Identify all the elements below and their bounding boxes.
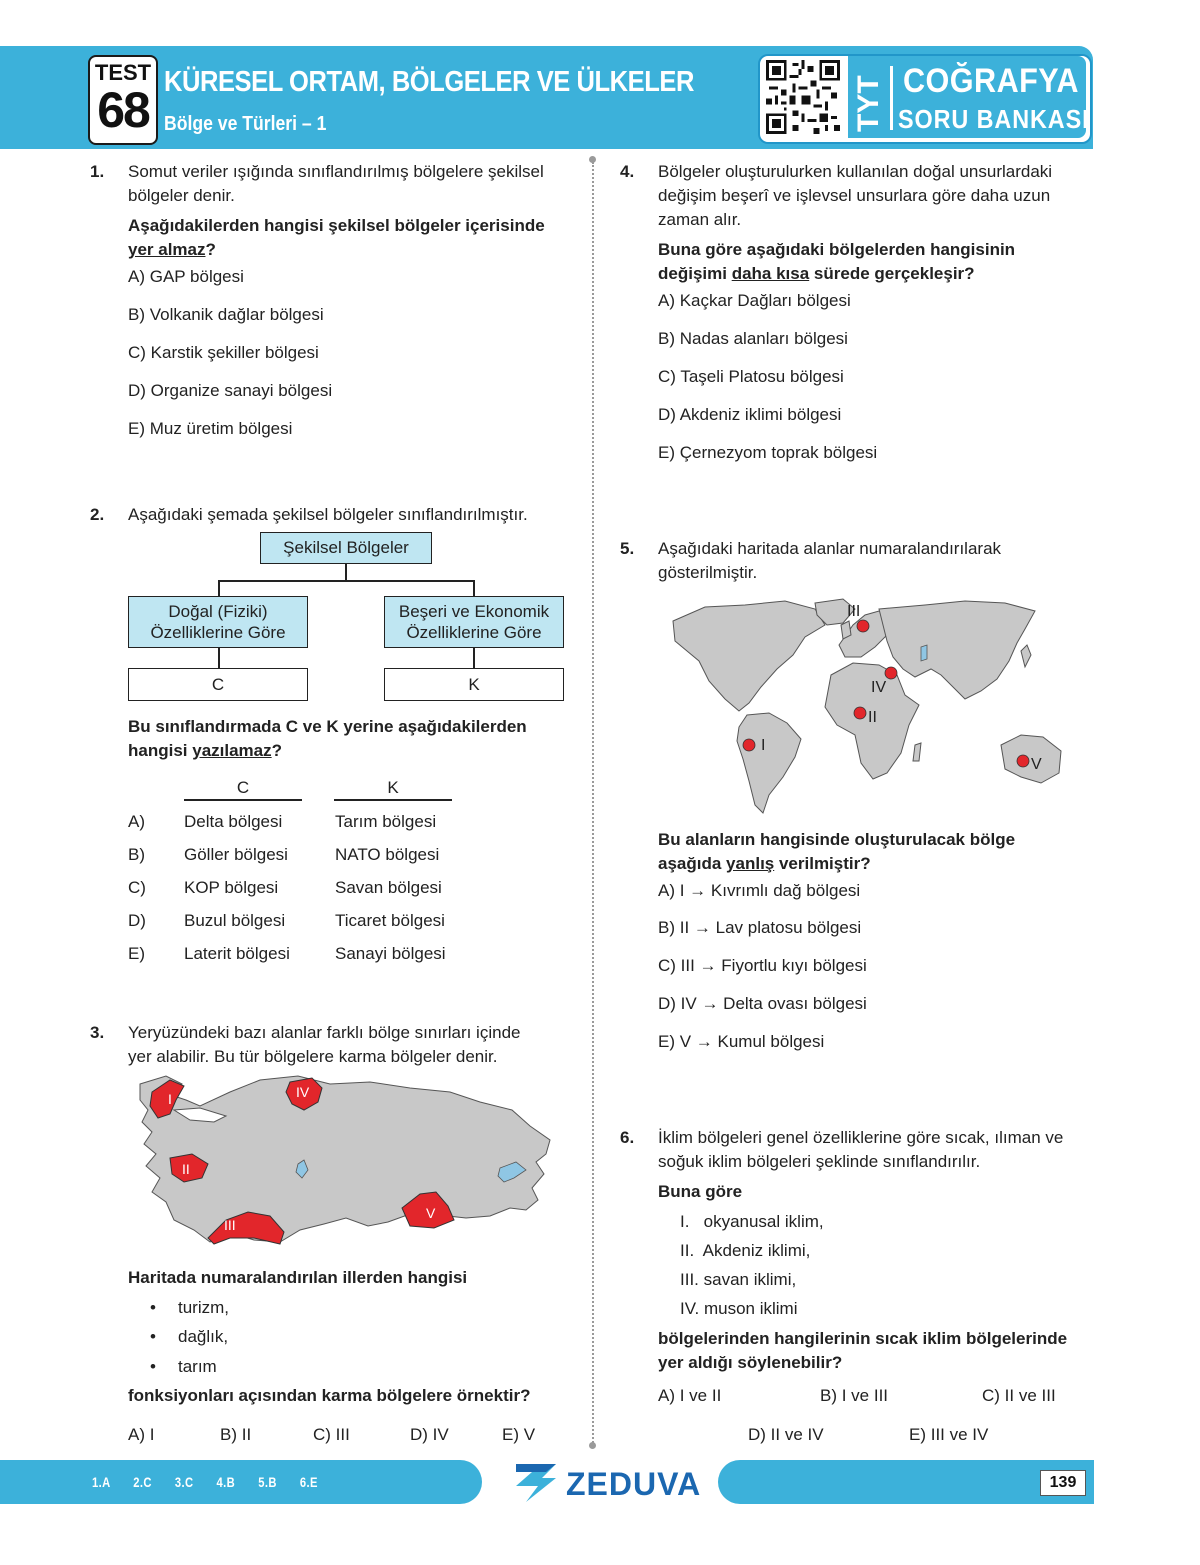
option-label: A) xyxy=(128,812,145,831)
marker-iii xyxy=(857,620,869,632)
diagram-leaf-k: K xyxy=(384,668,564,701)
marker-i xyxy=(743,739,755,751)
answer-option[interactable]: A) Kaçkar Dağları bölgesi xyxy=(658,291,851,310)
option-k-value: Savan bölgesi xyxy=(335,878,442,897)
box-line: Doğal (Fiziki) xyxy=(168,602,268,621)
prompt-start: hangisi xyxy=(128,741,193,760)
prompt-line: Bu alanların hangisinde oluşturulacak bölge xyxy=(658,830,1016,849)
answer-option[interactable]: B) II → Lav platosu bölgesi xyxy=(658,918,862,937)
zeduva-logo-icon xyxy=(512,1462,560,1504)
asia xyxy=(879,601,1035,699)
question-prompt: Buna göre xyxy=(658,1182,743,1201)
list-item: IV. muson iklimi xyxy=(680,1299,798,1318)
map-label: III xyxy=(224,1217,236,1233)
map-label: III xyxy=(847,603,861,620)
question-number: 4. xyxy=(620,162,635,181)
question-stem xyxy=(658,537,1001,585)
question-prompt: fonksiyonları açısından karma bölgelere örnektir? xyxy=(128,1386,531,1405)
marker-v xyxy=(1017,755,1029,767)
answer-option[interactable]: C) Karstik şekiller bölgesi xyxy=(128,343,319,362)
question-number: 5. xyxy=(620,539,635,558)
box-line: Özelliklerine Göre xyxy=(150,623,286,642)
question-number: 2. xyxy=(90,505,105,524)
option-c-value: KOP bölgesi xyxy=(184,878,279,897)
footer-band-right xyxy=(718,1460,1094,1504)
diagram-connector xyxy=(473,648,475,668)
column-header-k: K xyxy=(387,778,399,797)
answer-option[interactable]: D) Organize sanayi bölgesi xyxy=(128,381,333,400)
book-label: SORU BANKASI xyxy=(898,104,1090,134)
underlined-word: yanlış xyxy=(726,854,775,873)
map-label: IV xyxy=(871,679,887,696)
map-label: V xyxy=(426,1205,436,1221)
question-prompt xyxy=(128,238,545,262)
column-divider xyxy=(592,162,594,1447)
column-underline xyxy=(184,799,302,801)
exam-label: TYT xyxy=(852,75,885,132)
answer-option[interactable]: B) Nadas alanları bölgesi xyxy=(658,329,848,348)
question-number: 3. xyxy=(90,1023,105,1042)
option-c-value: Buzul bölgesi xyxy=(184,911,286,930)
diagram-leaf-c: C xyxy=(128,668,308,701)
question-prompt: Aşağıdakilerden hangisi şekilsel bölgeler içerisinde xyxy=(128,216,545,235)
bullet-item xyxy=(150,1296,229,1320)
stem-line: Yeryüzündeki bazı alanlar farklı bölge sınırları içinde xyxy=(128,1023,521,1042)
column-underline xyxy=(334,799,452,801)
option-k-value: Sanayi bölgesi xyxy=(335,944,446,963)
answer-option[interactable]: D) IV → Delta ovası bölgesi xyxy=(658,994,867,1013)
test-number: 68 xyxy=(97,82,149,138)
prompt-line: Bu sınıflandırmada C ve K yerine aşağıdakilerden xyxy=(128,717,527,736)
bullet-icon: • xyxy=(150,1298,156,1317)
answer-option[interactable]: E) Muz üretim bölgesi xyxy=(128,419,293,438)
world-map xyxy=(665,595,1085,817)
stem-line: Aşağıdaki haritada alanlar numaralandırılarak xyxy=(658,539,1002,558)
diagram-left-box xyxy=(128,596,308,648)
answer-option[interactable]: E) V xyxy=(502,1425,536,1444)
answer-option[interactable]: E) Çernezyom toprak bölgesi xyxy=(658,443,878,462)
prompt-line xyxy=(658,852,1015,876)
option-c-value: Göller bölgesi xyxy=(184,845,288,864)
caspian-sea xyxy=(921,645,927,661)
qr-code-icon xyxy=(766,60,840,134)
answer-row[interactable] xyxy=(128,909,468,933)
underlined-word: daha kısa xyxy=(731,264,810,283)
option-label: E) xyxy=(128,944,145,963)
japan xyxy=(1021,645,1031,667)
question-prompt xyxy=(658,828,1015,876)
map-label: IV xyxy=(296,1084,310,1100)
page-subtitle: Bölge ve Türleri – 1 xyxy=(164,113,327,135)
question-stem xyxy=(128,1021,520,1069)
underlined-word: yer almaz xyxy=(128,240,206,259)
answer-option[interactable]: D) II ve IV xyxy=(748,1425,824,1444)
question-number: 1. xyxy=(90,162,105,181)
answer-option[interactable]: C) Taşeli Platosu bölgesi xyxy=(658,367,844,386)
option-k-value: Tarım bölgesi xyxy=(335,812,437,831)
underlined-word: yazılamaz xyxy=(192,741,272,760)
page-number: 139 xyxy=(1040,1470,1086,1496)
stem-line: Somut veriler ışığında sınıflandırılmış bölgelere şekilsel xyxy=(128,162,544,181)
turkey-outline xyxy=(140,1076,550,1242)
box-line: Özelliklerine Göre xyxy=(406,623,542,642)
option-k-value: Ticaret bölgesi xyxy=(335,911,445,930)
question-number: 6. xyxy=(620,1128,635,1147)
answer-row[interactable] xyxy=(128,810,468,834)
question-prompt xyxy=(658,1327,1067,1375)
option-label: B) xyxy=(128,845,145,864)
question-prompt xyxy=(128,715,527,763)
madagascar xyxy=(913,743,921,761)
stem-line: soğuk iklim bölgeleri şeklinde sınıflandırılır. xyxy=(658,1152,981,1171)
question-stem xyxy=(658,1126,1063,1204)
diagram-connector xyxy=(218,648,220,668)
diagram-connector xyxy=(345,564,347,580)
map-label: II xyxy=(868,709,877,726)
prompt-line: yer aldığı söylenebilir? xyxy=(658,1353,843,1372)
answer-option[interactable]: A) I → Kıvrımlı dağ bölgesi xyxy=(658,881,861,900)
answer-option[interactable]: A) I ve II xyxy=(658,1386,722,1405)
divider-dot xyxy=(589,1442,596,1449)
stem-line: bölgeler denir. xyxy=(128,186,235,205)
map-label: V xyxy=(1031,756,1042,773)
option-label: C) xyxy=(128,878,146,897)
answer-option[interactable]: C) III → Fiyortlu kıyı bölgesi xyxy=(658,956,867,975)
prompt-end: ? xyxy=(271,741,283,760)
option-c-value: Delta bölgesi xyxy=(184,812,283,831)
question-prompt xyxy=(658,262,1052,286)
list-item: I. okyanusal iklim, xyxy=(680,1212,824,1231)
answer-option[interactable]: B) I ve III xyxy=(820,1386,889,1405)
prompt-start: aşağıda xyxy=(658,854,727,873)
brand-divider xyxy=(890,66,893,130)
answer-option[interactable]: B) Volkanik dağlar bölgesi xyxy=(128,305,324,324)
bullet-text: dağlık, xyxy=(178,1327,229,1346)
bullet-item xyxy=(150,1355,217,1379)
answer-option[interactable]: C) II ve III xyxy=(982,1386,1056,1405)
answer-option[interactable]: A) I xyxy=(128,1425,155,1444)
diagram-connector xyxy=(218,580,220,596)
north-america xyxy=(673,601,825,711)
question-stem xyxy=(658,160,1052,286)
map-label: I xyxy=(168,1091,172,1107)
stem-line: İklim bölgeleri genel özelliklerine göre sıcak, ılıman ve xyxy=(658,1128,1064,1147)
option-k-value: NATO bölgesi xyxy=(335,845,440,864)
box-line: Beşeri ve Ekonomik xyxy=(398,602,550,621)
bullet-icon: • xyxy=(150,1327,156,1346)
bullet-icon: • xyxy=(150,1357,156,1376)
diagram-right-box xyxy=(384,596,564,648)
stem-line: gösterilmiştir. xyxy=(658,563,758,582)
stem-line: zaman alır. xyxy=(658,210,742,229)
diagram-connector xyxy=(218,580,474,582)
bullet-text: turizm, xyxy=(178,1298,229,1317)
stem-line: değişim beşerî ve işlevsel unsurlara göre daha uzun xyxy=(658,186,1051,205)
marker-ii xyxy=(854,707,866,719)
map-label: I xyxy=(761,737,766,754)
turkey-map xyxy=(130,1070,560,1255)
answer-option[interactable]: B) II xyxy=(220,1425,252,1444)
answer-option[interactable]: A) GAP bölgesi xyxy=(128,267,244,286)
answer-option[interactable]: E) III ve IV xyxy=(909,1425,989,1444)
answer-option[interactable]: E) V → Kumul bölgesi xyxy=(658,1032,825,1051)
answer-option[interactable]: D) Akdeniz iklimi bölgesi xyxy=(658,405,842,424)
list-item: III. savan iklimi, xyxy=(680,1270,797,1289)
map-label: II xyxy=(182,1161,190,1177)
stem-line: yer alabilir. Bu tür bölgelere karma bölgeler denir. xyxy=(128,1047,498,1066)
answer-option[interactable]: C) III xyxy=(313,1425,350,1444)
test-label: TEST xyxy=(94,60,152,85)
uk xyxy=(841,621,851,639)
page-title: KÜRESEL ORTAM, BÖLGELER VE ÜLKELER xyxy=(164,66,694,98)
list-item: II. Akdeniz iklimi, xyxy=(680,1241,811,1260)
answer-row[interactable] xyxy=(128,876,468,900)
answer-row[interactable] xyxy=(128,942,468,966)
brand-name: ZEDUVA xyxy=(566,1466,702,1502)
diagram-connector xyxy=(473,580,475,596)
prompt-line: bölgelerinden hangilerinin sıcak iklim bölgelerinde xyxy=(658,1329,1068,1348)
bullet-item xyxy=(150,1325,228,1349)
answer-option[interactable]: D) IV xyxy=(410,1425,449,1444)
prompt-end: ? xyxy=(205,240,216,259)
answer-row[interactable] xyxy=(128,843,468,867)
stem-line: Bölgeler oluşturulurken kullanılan doğal unsurlardaki xyxy=(658,162,1053,181)
answer-key: 1.A 2.C 3.C 4.B 5.B 6.E xyxy=(92,1474,318,1490)
question-prompt: Haritada numaralandırılan illerden hangisi xyxy=(128,1268,468,1287)
prompt-end: sürede gerçekleşir? xyxy=(809,264,975,283)
marker-iv xyxy=(885,667,897,679)
option-label: D) xyxy=(128,911,146,930)
prompt-start: değişimi xyxy=(658,264,732,283)
subject-label: COĞRAFYA xyxy=(903,62,1079,100)
question-stem xyxy=(128,160,545,262)
column-header-c: C xyxy=(236,778,250,797)
prompt-line xyxy=(128,739,527,763)
south-america xyxy=(737,713,801,813)
option-c-value: Laterit bölgesi xyxy=(184,944,290,963)
prompt-end: verilmiştir? xyxy=(774,854,871,873)
test-badge xyxy=(88,55,158,145)
bullet-text: tarım xyxy=(178,1357,217,1376)
diagram-root-box: Şekilsel Bölgeler xyxy=(260,532,432,564)
question-prompt: Buna göre aşağıdaki bölgelerden hangisinin xyxy=(658,240,1016,259)
question-stem: Aşağıdaki şemada şekilsel bölgeler sınıflandırılmıştır. xyxy=(128,505,528,524)
